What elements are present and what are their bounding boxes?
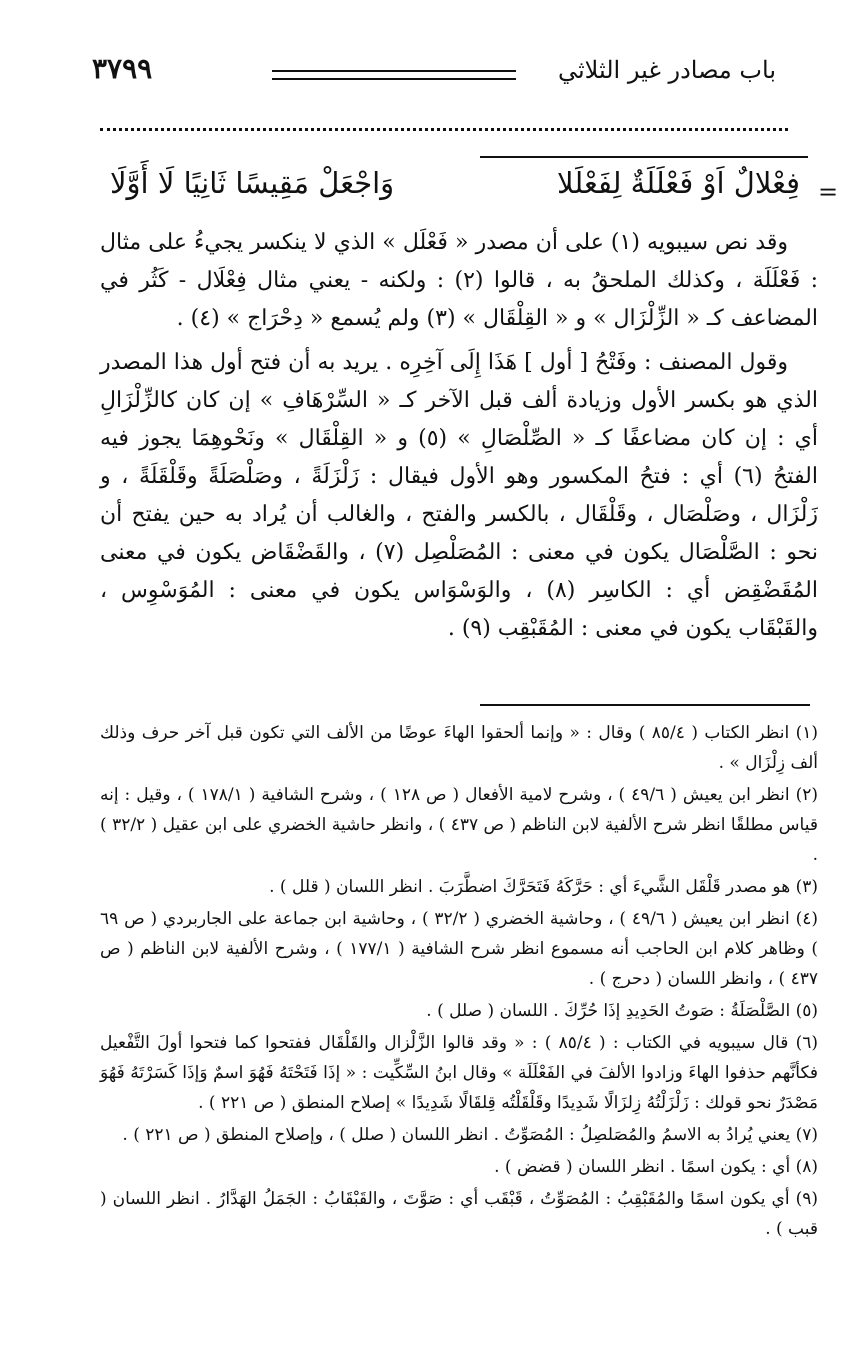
verse-first-half: فِعْلالٌ اَوْ فَعْلَلَةٌ لِفَعْلَلا <box>557 166 800 200</box>
dotted-separator <box>100 128 788 135</box>
footnote: (٥) الصَّلْصَلَةُ : صَوتُ الحَدِيدِ إذَا حُرِّكَ . اللسان ( صلل ) . <box>426 1001 818 1021</box>
continuation-mark: = <box>818 178 839 206</box>
footnote-rule <box>480 704 810 706</box>
main-text <box>100 224 818 654</box>
footnote: (٣) هو مصدر قَلْقَل الشَّيءَ أي : حَرَّكَهُ فَتَحَرَّكَ اضطَّرَبَ . انظر اللسان ( قلل ) . <box>269 877 818 897</box>
verse-second-half: وَاجْعَلْ مَقِيسًا ثَانِيًا لَا أَوَّلَا <box>110 166 395 200</box>
chapter-title: باب مصادر غير الثلاثي <box>558 56 776 84</box>
footnote: (٤) انظر ابن يعيش ( ٤٩/٦ ) ، وحاشية الخضري ( ٣٢/٢ ) ، وحاشية ابن جماعة على الجاربردي ( ص ٦٩ ) وظاهر كلام ابن الحاجب أنه مسموع انظر شرح الشافية ( ١٧٧/١ ) ، وشرح الألفية لابن الناظم ( ص ٤٣٧ ) ، وانظر اللسان ( دحرج ) . <box>100 909 818 989</box>
paragraph: وقد نص سيبويه (١) على أن مصدر « فَعْلَل » الذي لا ينكسر يجيءُ على مثال : فَعْلَلَة ، وكذلك الملحقُ به ، قالوا (٢) : ولكنه - يعني مثال فِعْلَال - كَثُر في المضاعف كـ « الزِّلْزَال » و « القِلْقَال » (٣) ولم يُسمع « دِحْرَاج » (٤) . <box>100 230 818 331</box>
running-header <box>92 52 776 92</box>
footnote: (٨) أي : يكون اسمًا . انظر اللسان ( قضض ) . <box>494 1157 818 1177</box>
footnote: (٩) أي يكون اسمًا والمُقَبْقِبُ : المُصَوِّتُ ، قَبْقَب أي : صَوَّتَ ، والقَبْقَابُ : الجَمَلُ الهَدَّارُ . انظر اللسان ( قبب ) . <box>100 1189 818 1239</box>
footnote: (١) انظر الكتاب ( ٨٥/٤ ) وقال : « وإنما ألحقوا الهاءَ عوضًا من الألف التي تكون قبل آخر حرف وذلك ألف زِلْزَال » . <box>100 723 819 773</box>
paragraph: وقول المصنف : وفَتْحُ [ أول ] هَذَا إِلَى آخِرِه . يريد به أن فتح أول هذا المصدر الذي هو بكسر الأول وزيادة ألف قبل الآخر كـ « السِّرْهَافِ » إن كان كالزِّلْزَالِ أي : إن كان مضاعفًا كـ « الصِّلْصَالِ » (٥) و « القِلْقَال » ونَحْوهِمَا يجوز فيه الفتحُ (٦) أي : فتحُ المكسور وهو الأول فيقال : زَلْزَلَةً ، وصَلْصَلَةً وقَلْقَلَةً ، و زَلْزَال ، وصَلْصَال ، وقَلْقَال ، بالكسر والفتح ، والغالب أن يُراد به حين يفتح أن نحو : الصَّلْصَال يكون في معنى : المُصَلْصِل (٧) ، والقَضْقَاض يكون في معنى المُقَضْقِض أي : الكاسِر (٨) ، والوَسْوَاس يكون في معنى : المُوَسْوِس ، والقَبْقَاب يكون في معنى : المُقَبْقِب (٩) . <box>100 350 819 641</box>
page-number: ٣٧٩٩ <box>92 52 153 85</box>
verse-line <box>110 166 800 216</box>
footnote: (٢) انظر ابن يعيش ( ٤٩/٦ ) ، وشرح لامية الأفعال ( ص ١٢٨ ) ، وشرح الشافية ( ١٧٨/١ ) ، وقيل : إنه قياس مطلقًا انظر شرح الألفية لابن الناظم ( ص ٤٣٧ ) ، وانظر حاشية الخضري على ابن عقيل ( ٣٢/٢ ) . <box>100 785 818 865</box>
footnotes <box>100 718 818 1246</box>
footnote: (٧) يعني يُرادُ به الاسمُ والمُصَلصِلُ : المُصَوِّتُ . انظر اللسان ( صلل ) ، وإصلاح المنطق ( ص ٢٢١ ) . <box>122 1125 818 1145</box>
header-rule <box>272 70 516 80</box>
verse-rule <box>480 156 808 158</box>
footnote: (٦) قال سيبويه في الكتاب : ( ٨٥/٤ ) : « وقد قالوا الزَّلْزال والقَلْقَال ففتحوا كما فتحوا أولَ التَّفْعيل فكأنَّهم حذفوا الهاءَ وزادوا الألفَ في الفَعْلَلَة » وقال ابنُ السِّكِّيت : « إذَا فَتَحْتَهُ فَهُوَ اسمٌ وَإذَا كَسَرْتَهُ فَهُوَ مَصْدَرٌ نحو قولك : زَلْزَلْتُهُ زِلزَالًا شَدِيدًا وقَلْقَلْتُه قِلقَالًا شَدِيدًا » إصلاح المنطق ( ص ٢٢١ ) . <box>100 1033 818 1113</box>
